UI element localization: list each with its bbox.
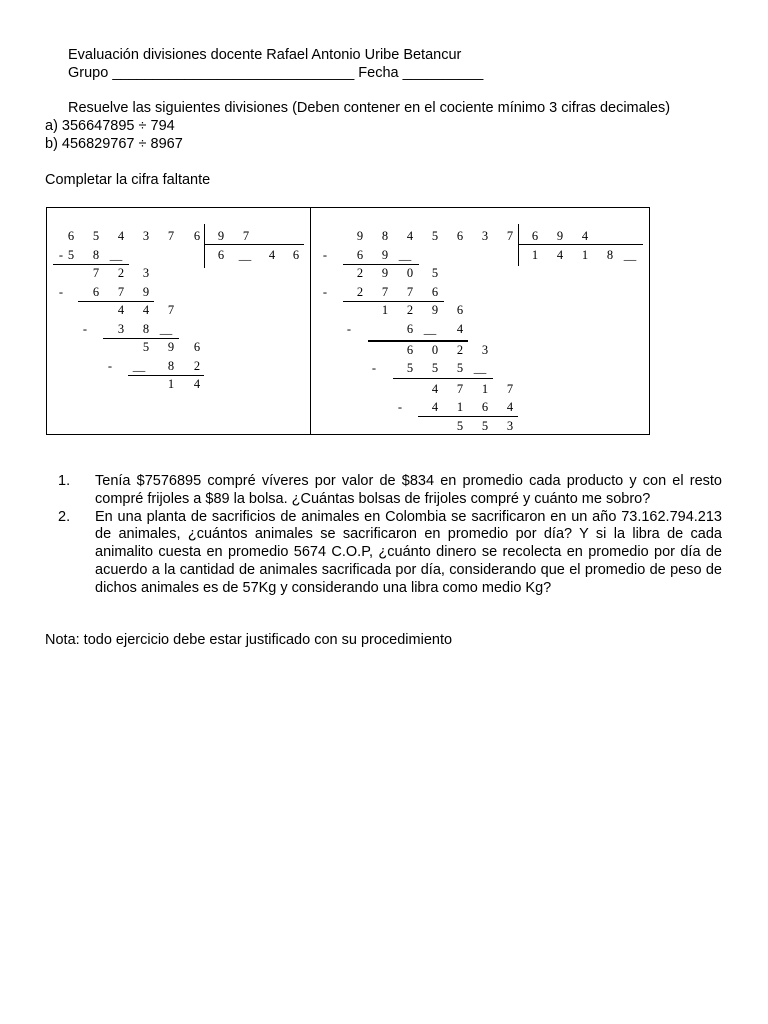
work-digit: 3 [142, 266, 150, 280]
problem-text: Tenía $7576895 compré víveres por valor de $834 en promedio cada producto y con el resto compré frijoles a $89 la bolsa. ¿Cuántas bolsas de frijoles compré y cuánto me sobro? [95, 473, 722, 507]
work-digit: 9 [142, 285, 150, 299]
dividend-digit: 6 [456, 229, 464, 243]
minus-sign: - [371, 361, 377, 375]
work-digit: 2 [117, 266, 125, 280]
quotient-digit: 4 [268, 248, 276, 262]
dividend-digit: 6 [67, 229, 75, 243]
work-digit: 1 [481, 382, 489, 396]
division-bracket-vertical [204, 224, 205, 268]
missing-digit-blank: __ [109, 248, 123, 262]
work-digit: 3 [117, 322, 125, 336]
work-digit: 0 [431, 343, 439, 357]
work-digit: 7 [167, 303, 175, 317]
work-digit: 6 [356, 248, 364, 262]
subtraction-line [393, 378, 493, 379]
instructions-text: Resuelve las siguientes divisiones (Deben contener en el cociente mínimo 3 cifras decimales) [68, 100, 671, 116]
group-date-line: Grupo ______________________________ Fecha __________ [68, 65, 484, 81]
remainder-digit: 1 [167, 377, 175, 391]
work-digit: 4 [431, 382, 439, 396]
quotient-digit: 1 [531, 248, 539, 262]
dividend-digit: 7 [167, 229, 175, 243]
division-item-a: a) 356647895 ÷ 794 [45, 118, 175, 134]
work-digit: 5 [142, 340, 150, 354]
quotient-digit: __ [238, 248, 252, 262]
subtraction-line [368, 340, 468, 342]
divisor-digit: 4 [581, 229, 589, 243]
subtraction-line [53, 264, 129, 265]
quotient-digit: 4 [556, 248, 564, 262]
minus-sign: - [322, 248, 328, 262]
work-digit: 9 [381, 266, 389, 280]
work-digit: 5 [406, 361, 414, 375]
work-digit: 9 [431, 303, 439, 317]
problem-item [58, 509, 722, 598]
problem-list [58, 473, 722, 598]
missing-digit-blank: __ [473, 361, 487, 375]
work-digit: 5 [456, 361, 464, 375]
complete-heading: Completar la cifra faltante [45, 172, 211, 188]
work-digit: 4 [142, 303, 150, 317]
work-digit: 6 [406, 322, 414, 336]
work-digit: 6 [431, 285, 439, 299]
work-digit: 0 [406, 266, 414, 280]
division-bracket-horizontal [204, 244, 304, 245]
work-digit: 7 [92, 266, 100, 280]
work-digit: 2 [193, 359, 201, 373]
quotient-digit: 6 [292, 248, 300, 262]
work-digit: 4 [506, 400, 514, 414]
work-digit: 5 [431, 361, 439, 375]
subtraction-line [418, 416, 518, 417]
quotient-digit: 6 [217, 248, 225, 262]
subtraction-line [343, 264, 419, 265]
subtraction-line [103, 338, 179, 339]
divisor-digit: 6 [531, 229, 539, 243]
work-digit: 8 [167, 359, 175, 373]
work-digit: 4 [456, 322, 464, 336]
dividend-digit: 9 [356, 229, 364, 243]
division-bracket-vertical [518, 224, 519, 266]
quotient-digit: 8 [606, 248, 614, 262]
work-digit: 6 [193, 340, 201, 354]
minus-sign: - [58, 248, 64, 262]
remainder-digit: 3 [506, 419, 514, 433]
missing-digit-blank: __ [398, 248, 412, 262]
dividend-digit: 7 [506, 229, 514, 243]
dividend-digit: 3 [142, 229, 150, 243]
work-digit: 5 [67, 248, 75, 262]
work-digit: 2 [356, 266, 364, 280]
missing-digit-blank: __ [132, 359, 146, 373]
remainder-digit: 4 [193, 377, 201, 391]
work-digit: 6 [92, 285, 100, 299]
work-digit: 7 [381, 285, 389, 299]
missing-digit-blank: __ [623, 248, 637, 262]
document-title: Evaluación divisiones docente Rafael Antonio Uribe Betancur [68, 47, 462, 63]
minus-sign: - [322, 285, 328, 299]
minus-sign: - [82, 322, 88, 336]
dividend-digit: 5 [92, 229, 100, 243]
subtraction-line [343, 301, 444, 302]
work-digit: 9 [167, 340, 175, 354]
work-digit: 3 [481, 343, 489, 357]
division-item-b: b) 456829767 ÷ 8967 [45, 136, 183, 152]
minus-sign: - [397, 400, 403, 414]
work-digit: 2 [456, 343, 464, 357]
minus-sign: - [58, 285, 64, 299]
work-digit: 7 [456, 382, 464, 396]
divisor-digit: 9 [556, 229, 564, 243]
problem-item [58, 473, 722, 509]
missing-digit-blank: __ [159, 322, 173, 336]
work-digit: 7 [117, 285, 125, 299]
work-digit: 2 [356, 285, 364, 299]
minus-sign: - [346, 322, 352, 336]
note-text: Nota: todo ejercicio debe estar justificado con su procedimiento [45, 632, 453, 648]
work-digit: 4 [117, 303, 125, 317]
problem-text: En una planta de sacrificios de animales en Colombia se sacrificaron en un año 73.162.794.213 de animales, ¿cuántos animales se sacrificaron en promedio por día? Y si la libra de cada animalito cuesta en promedio 5674 C.O.P, ¿cuánto dinero se recolecta en promedio por día de acuerdo a la cantidad de animales sacrificada por día, considerando que el promedio de peso de dichos animales es de 57Kg y considerando una libra como medio Kg? [95, 508, 722, 596]
divisor-digit: 9 [217, 229, 225, 243]
missing-digit-blank: __ [423, 322, 437, 336]
dividend-digit: 6 [193, 229, 201, 243]
divisions-table [46, 207, 650, 435]
divisor-digit: 7 [242, 229, 250, 243]
work-digit: 8 [142, 322, 150, 336]
problem-number: 2. [58, 508, 71, 525]
work-digit: 7 [406, 285, 414, 299]
dividend-digit: 5 [431, 229, 439, 243]
work-digit: 6 [406, 343, 414, 357]
work-digit: 2 [406, 303, 414, 317]
dividend-digit: 3 [481, 229, 489, 243]
problem-number: 1. [58, 473, 71, 489]
subtraction-line [128, 375, 204, 376]
dividend-digit: 4 [406, 229, 414, 243]
work-digit: 9 [381, 248, 389, 262]
remainder-digit: 5 [456, 419, 464, 433]
work-digit: 1 [381, 303, 389, 317]
work-digit: 7 [506, 382, 514, 396]
dividend-digit: 4 [117, 229, 125, 243]
remainder-digit: 5 [481, 419, 489, 433]
work-digit: 6 [456, 303, 464, 317]
work-digit: 4 [431, 400, 439, 414]
work-digit: 6 [481, 400, 489, 414]
dividend-digit: 8 [381, 229, 389, 243]
work-digit: 8 [92, 248, 100, 262]
work-digit: 5 [431, 266, 439, 280]
subtraction-line [78, 301, 154, 302]
minus-sign: - [107, 359, 113, 373]
work-digit: 1 [456, 400, 464, 414]
division-bracket-horizontal [518, 244, 643, 245]
table-divider [310, 208, 311, 434]
quotient-digit: 1 [581, 248, 589, 262]
